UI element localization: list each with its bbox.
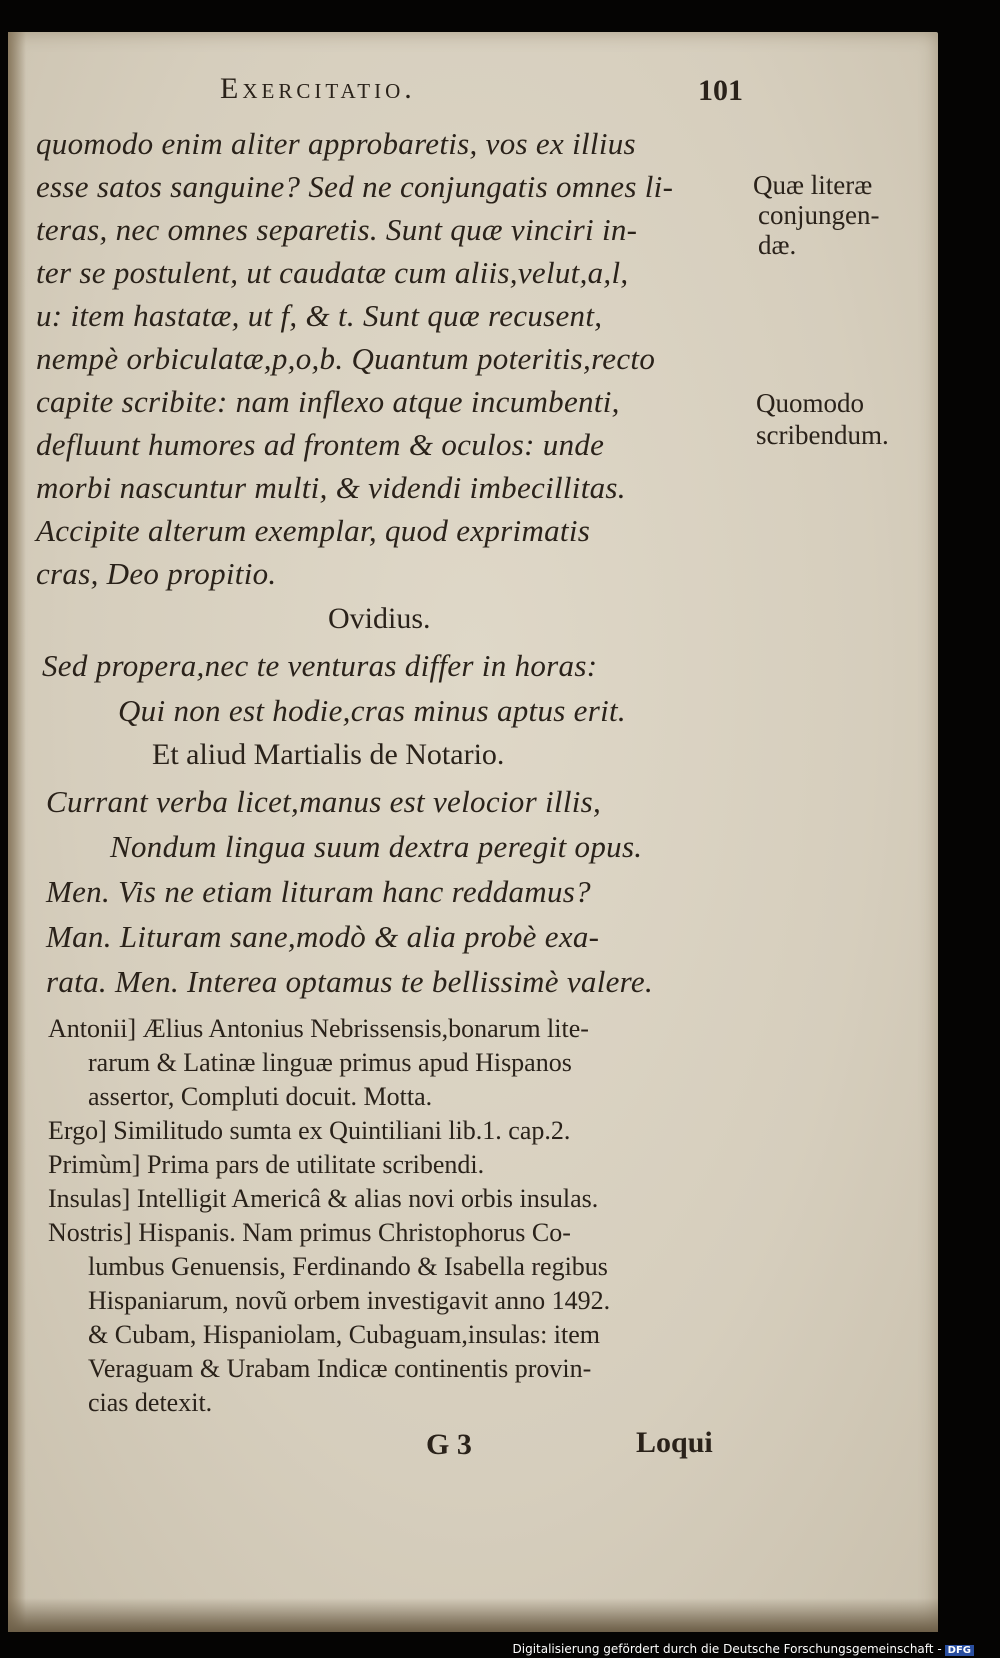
verse-line: Nondum lingua suum dextra peregit opus. (110, 829, 643, 864)
margin-note: conjungen- (758, 200, 880, 230)
page-number: 101 (698, 74, 743, 107)
running-title: Exercitatio. (220, 72, 416, 105)
body-line: ter se postulent, ut caudatæ cum aliis,velut,a,l, (36, 255, 629, 290)
body-line: esse satos sanguine? Sed ne conjungatis omnes li- (36, 169, 674, 204)
commentary-line: Veraguam & Urabam Indicæ continentis provin- (88, 1354, 592, 1383)
dfg-logo: DFG (945, 1645, 974, 1656)
margin-note: dæ. (758, 230, 797, 260)
dialogue-line: Men. Vis ne etiam lituram hanc reddamus? (46, 874, 591, 909)
body-line: u: item hastatæ, ut f, & t. Sunt quæ recusent, (36, 298, 603, 333)
margin-note: Quæ literæ (753, 170, 873, 200)
commentary-line: Nostris] Hispanis. Nam primus Christophorus Co- (48, 1218, 571, 1247)
body-line: Accipite alterum exemplar, quod exprimatis (36, 513, 591, 548)
body-line: nempè orbiculatæ,p,o,b. Quantum poteritis,recto (36, 341, 656, 376)
commentary-line: Ergo] Similitudo sumta ex Quintiliani lib.1. cap.2. (48, 1116, 571, 1145)
body-line: morbi nascuntur multi, & videndi imbecillitas. (36, 470, 626, 505)
commentary-line: assertor, Compluti docuit. Motta. (88, 1082, 433, 1111)
body-line: capite scribite: nam inflexo atque incumbenti, (36, 384, 620, 419)
dialogue-line: rata. Men. Interea optamus te bellissimè valere. (46, 964, 654, 999)
credit-text: Digitalisierung gefördert durch die Deutsche Forschungsgemeinschaft - (512, 1642, 942, 1656)
margin-note: scribendum. (756, 420, 889, 450)
verse-line: Currant verba licet,manus est velocior illis, (46, 784, 602, 819)
commentary-line: lumbus Genuensis, Ferdinando & Isabella regibus (88, 1252, 608, 1281)
body-line: defluunt humores ad frontem & oculos: unde (36, 427, 605, 462)
verse-line: Qui non est hodie,cras minus aptus erit. (118, 693, 626, 728)
dialogue-line: Man. Lituram sane,modò & alia probè exa- (46, 919, 600, 954)
signature-mark: G 3 (426, 1428, 472, 1461)
commentary-line: rarum & Latinæ linguæ primus apud Hispanos (88, 1048, 572, 1077)
verse-heading: Et aliud Martialis de Notario. (152, 738, 505, 771)
commentary-line: & Cubam, Hispaniolam, Cubaguam,insulas: item (88, 1320, 601, 1349)
verse-heading: Ovidius. (328, 602, 431, 635)
book-page (8, 32, 938, 1632)
body-line: teras, nec omnes separetis. Sunt quæ vinciri in- (36, 212, 638, 247)
page-spine-shadow (8, 32, 26, 1632)
body-line: quomodo enim aliter approbaretis, vos ex illius (36, 126, 636, 161)
digitization-credit (513, 1642, 975, 1656)
commentary-line: Insulas] Intelligit Americâ & alias novi orbis insulas. (48, 1184, 599, 1213)
page-bottom-edge (8, 1598, 938, 1632)
verse-line: Sed propera,nec te venturas differ in horas: (42, 648, 598, 683)
commentary-line: cias detexit. (88, 1388, 213, 1417)
commentary-line: Primùm] Prima pars de utilitate scribendi. (48, 1150, 485, 1179)
margin-note: Quomodo (756, 388, 864, 418)
commentary-line: Antonii] Ælius Antonius Nebrissensis,bonarum lite- (48, 1014, 589, 1043)
commentary-line: Hispaniarum, novũ orbem investigavit anno 1492. (88, 1286, 611, 1315)
body-line: cras, Deo propitio. (36, 556, 277, 591)
catchword: Loqui (636, 1426, 713, 1459)
